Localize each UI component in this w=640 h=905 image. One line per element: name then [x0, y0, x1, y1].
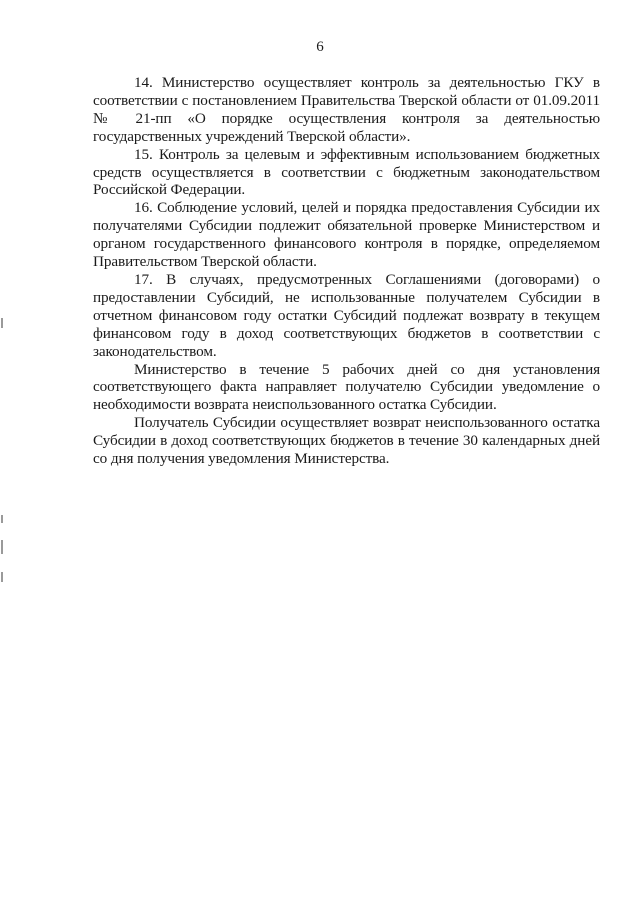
paragraph-14-ministry-control: 14. Министерство осуществляет контроль за деятельностью ГКУ в соответствии с постановлением Правительства Тверской области от 01.09.2011 № 21-пп «О порядке осуществления контроля за деятельностью государственных учреждений Тверской области». [93, 74, 600, 145]
paragraph-recipient-return: Получатель Субсидии осуществляет возврат неиспользованного остатка Субсидии в доход соответствующих бюджетов в течение 30 календарных дней со дня получения уведомления Министерства. [93, 414, 600, 468]
paragraph-15-budget-control: 15. Контроль за целевым и эффективным использованием бюджетных средств осуществляется в соответствии с бюджетным законодательством Российской Федерации. [93, 145, 600, 199]
paragraph-17-subsidy-return: 17. В случаях, предусмотренных Соглашениями (договорами) о предоставлении Субсидий, не использованные получателем Субсидии в отчетном финансовом году остатки Субсидий подлежат возврату в текущем финансовом году в доход соответствующих бюджетов в соответствии с законодательством. [93, 270, 600, 360]
paragraph-ministry-notification: Министерство в течение 5 рабочих дней со дня установления соответствующего факта направляет получателю Субсидии уведомление о необходимости возврата неиспользованного остатка Субсидии. [93, 360, 600, 414]
scan-margin-mark [1, 318, 3, 328]
page-number: 6 [316, 39, 324, 55]
scan-margin-mark [1, 540, 3, 554]
scan-margin-mark [1, 572, 3, 582]
paragraph-16-subsidy-verification: 16. Соблюдение условий, целей и порядка предоставления Субсидии их получателями Субсидии подлежит обязательной проверке Министерством и органом государственного финансового контроля в порядке, определяемом Правительством Тверской области. [93, 199, 600, 271]
scan-margin-mark [1, 515, 3, 523]
document-body [93, 74, 600, 468]
